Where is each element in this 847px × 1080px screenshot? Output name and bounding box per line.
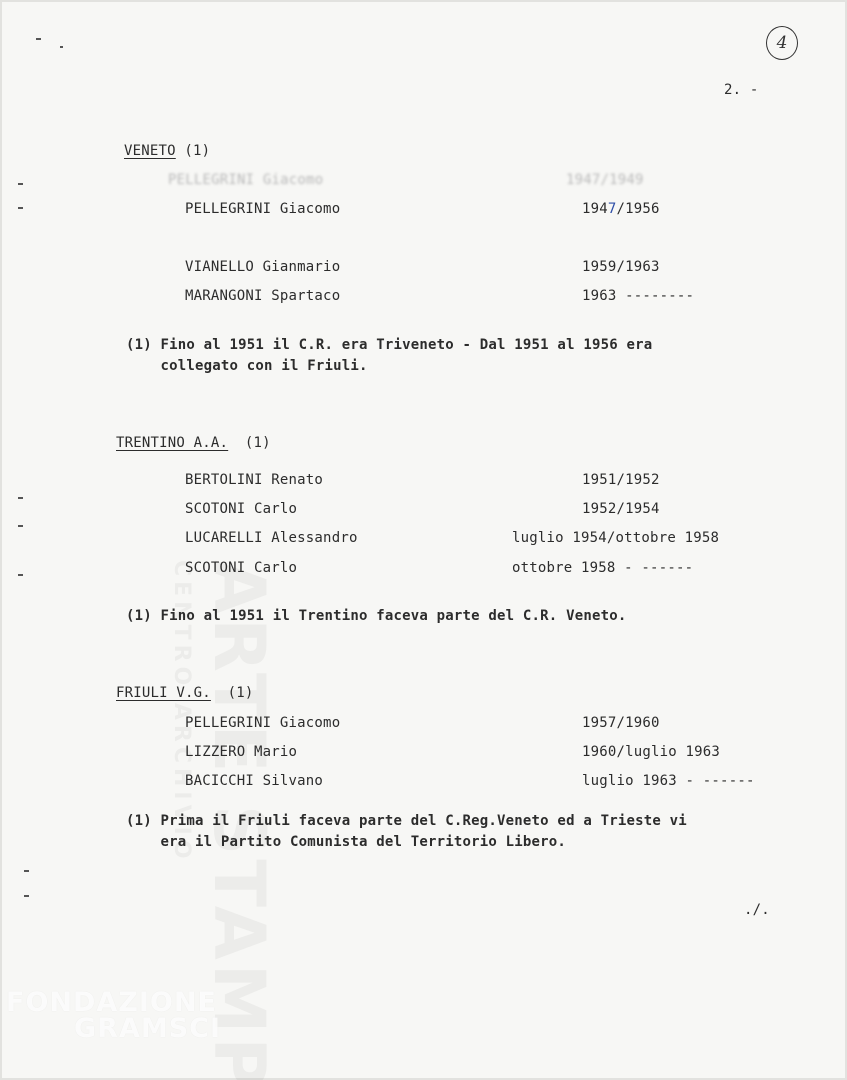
entry-name: LUCARELLI Alessandro — [185, 530, 358, 546]
section-heading-trentino — [116, 435, 271, 451]
margin-mark — [18, 207, 23, 209]
entry-name: BACICCHI Silvano — [185, 773, 324, 789]
entry-name: SCOTONI Carlo — [185, 501, 298, 517]
entry-period: 1951/1952 — [582, 472, 660, 488]
entry-name: SCOTONI Carlo — [185, 560, 298, 576]
continuation-mark: ./. — [744, 902, 770, 918]
entry-name: MARANGONI Spartaco — [185, 288, 341, 304]
margin-mark — [18, 497, 23, 499]
entry-period: 1957/1960 — [582, 715, 660, 731]
margin-mark — [18, 525, 23, 527]
margin-mark — [24, 895, 29, 897]
footnote-line: collegato con il Friuli. — [126, 358, 368, 374]
struck-name: PELLEGRINI Giacomo — [168, 172, 324, 188]
period-part: 194 — [582, 201, 608, 217]
archive-logo-line-1: FONDAZIONE — [6, 987, 217, 1018]
margin-mark — [18, 574, 23, 576]
entry-period: luglio 1963 - ------ — [582, 773, 755, 789]
entry-period: ottobre 1958 - ------ — [512, 560, 694, 576]
entry-period: 1963 -------- — [582, 288, 695, 304]
page-header-number: 2. - — [724, 82, 759, 98]
speck-mark — [60, 46, 63, 48]
entry-name: PELLEGRINI Giacomo — [185, 715, 341, 731]
entry-name: BERTOLINI Renato — [185, 472, 324, 488]
entry-period: 1959/1963 — [582, 259, 660, 275]
speck-mark — [36, 38, 41, 40]
archive-logo — [6, 987, 222, 1044]
section-title: TRENTINO A.A. — [116, 435, 229, 451]
section-heading-friuli — [116, 685, 253, 701]
note-ref: (1) — [227, 685, 254, 701]
entry-period — [582, 201, 660, 217]
footnote-line: (1) Fino al 1951 il C.R. era Triveneto - Dal 1951 al 1956 era — [126, 337, 653, 353]
section-title: FRIULI V.G. — [116, 685, 211, 701]
section-title: VENETO — [124, 143, 176, 159]
entry-name: PELLEGRINI Giacomo — [185, 201, 341, 217]
margin-mark — [18, 183, 23, 185]
struck-period: 1947/1949 — [566, 172, 644, 188]
entry-period: 1960/luglio 1963 — [582, 744, 721, 760]
footnote-line: (1) Prima il Friuli faceva parte del C.Reg.Veneto ed a Trieste vi — [126, 813, 687, 829]
archive-logo-line-2: GRAMSCI — [74, 1013, 222, 1044]
circled-page-number: 4 — [766, 26, 798, 60]
period-part: /1956 — [616, 201, 660, 217]
entry-period: luglio 1954/ottobre 1958 — [512, 530, 720, 546]
entry-name: LIZZERO Mario — [185, 744, 298, 760]
handwritten-correction: 7 — [607, 201, 617, 217]
entry-name: VIANELLO Gianmario — [185, 259, 341, 275]
footnote-line: (1) Fino al 1951 il Trentino faceva parte del C.R. Veneto. — [126, 608, 627, 624]
note-ref: (1) — [244, 435, 271, 451]
section-heading-veneto — [124, 143, 210, 159]
margin-mark — [24, 870, 29, 872]
note-ref: (1) — [184, 143, 211, 159]
footnote-line: era il Partito Comunista del Territorio Libero. — [126, 834, 567, 850]
entry-period: 1952/1954 — [582, 501, 660, 517]
